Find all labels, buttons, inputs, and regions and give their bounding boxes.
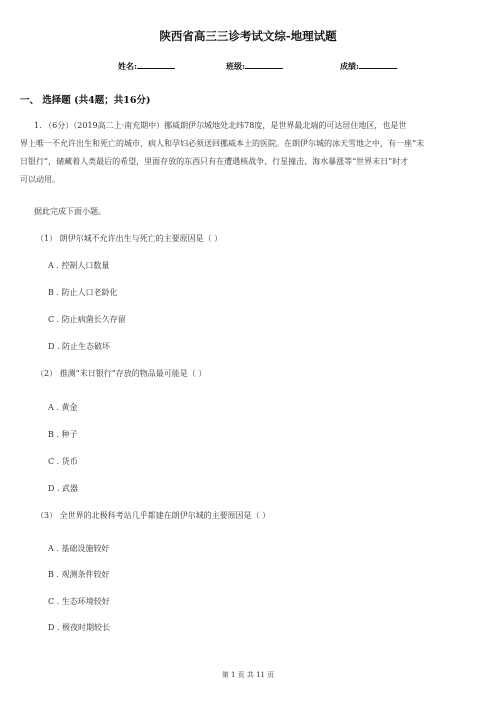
option-c[interactable]: C . 生态环境较好: [48, 597, 110, 606]
option-d[interactable]: D . 武器: [48, 484, 79, 493]
question-intro: 据此完成下面小题。: [34, 207, 106, 216]
sub-question-stem: （1） 朗伊尔城不允许出生与死亡的主要原因是（ ）: [36, 234, 223, 243]
option-b[interactable]: B . 种子: [48, 430, 78, 439]
page-title: 陕西省高三三诊考试文综-地理试题: [159, 29, 337, 43]
sub-question-stem: （3） 全世界的北极科考站几乎都建在朗伊尔城的主要原因是（ ）: [36, 511, 271, 520]
score-blank[interactable]: [359, 60, 397, 69]
option-b[interactable]: B . 防止人口老龄化: [48, 288, 118, 297]
class-blank[interactable]: [245, 60, 283, 69]
question-text-line: 界上唯一不允许出生和死亡的城市，病人和孕妇必须送回挪威本土的医院。在朗伊尔城的冰天雪地之中，有一座“末: [20, 139, 425, 148]
question-text-line: 1. （6分）（2019高二上·南充期中）挪威朗伊尔城地处北纬78度，是世界最北端的可达居住地区，也是世: [34, 121, 407, 130]
page-footer: 第 1 页 共 11 页: [221, 671, 275, 679]
option-d[interactable]: D . 极夜时期较长: [48, 623, 111, 632]
option-a[interactable]: A . 基础设施较好: [48, 544, 110, 553]
option-b[interactable]: B . 观测条件较好: [48, 570, 110, 579]
name-field: [118, 60, 175, 72]
question-text-line: 可以动用。: [20, 175, 60, 184]
section-heading: 一、 选择题 (共4题；共16分): [20, 95, 151, 106]
name-blank[interactable]: [137, 60, 175, 69]
option-d[interactable]: D . 防止生态破坏: [48, 342, 111, 351]
score-field: [340, 60, 397, 72]
class-field: [226, 60, 283, 72]
class-label: 班级:: [226, 61, 245, 71]
score-label: 成绩:: [340, 61, 359, 71]
option-c[interactable]: C . 货币: [48, 457, 78, 466]
option-c[interactable]: C . 防止病菌长久存留: [48, 315, 126, 324]
sub-question-stem: （2） 推测“末日银行”存放的物品最可能是（ ）: [36, 369, 207, 378]
option-a[interactable]: A . 控制人口数量: [48, 261, 110, 270]
option-a[interactable]: A . 黄金: [48, 403, 78, 412]
name-label: 姓名:: [118, 61, 137, 71]
question-text-line: 日银行”，储藏着人类最后的希望，里面存放的东西只有在遭遇核战争、行星撞击、海水暴涨等“世界末日”时才: [20, 157, 409, 166]
